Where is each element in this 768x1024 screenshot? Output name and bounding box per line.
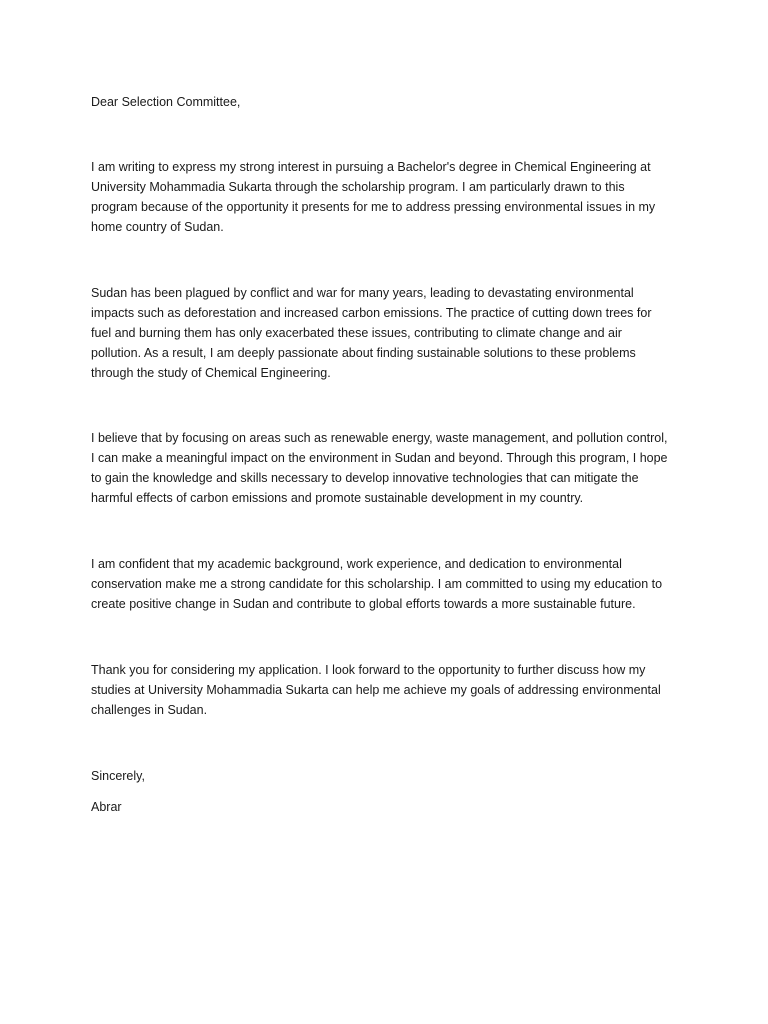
paragraph-thanks: Thank you for considering my application. I look forward to the opportunity to further discuss how my studies at University Mohammadia Sukarta can help me achieve my goals of addressing environmental challenges in Sudan. bbox=[91, 663, 661, 717]
paragraph-intro: I am writing to express my strong interest in pursuing a Bachelor's degree in Chemical Engineering at University Mohammadia Sukarta through the scholarship program. I am particularly drawn to this program because of the opportunity it presents for me to address pressing environmental issues in my home country of Sudan. bbox=[91, 160, 656, 234]
signature: Abrar bbox=[91, 800, 122, 814]
paragraph-qualifications: I am confident that my academic background, work experience, and dedication to environmental conservation make me a strong candidate for this scholarship. I am committed to using my education to create positive change in Sudan and contribute to global efforts towards a more sustainable future. bbox=[91, 557, 663, 611]
paragraph-background: Sudan has been plagued by conflict and war for many years, leading to devastating environmental impacts such as deforestation and increased carbon emissions. The practice of cutting down trees for fuel and burning them has only exacerbated these issues, contributing to climate change and air pollution. As a result, I am deeply passionate about finding sustainable solutions to these problems through the study of Chemical Engineering. bbox=[91, 286, 652, 380]
salutation: Dear Selection Committee, bbox=[91, 95, 241, 109]
paragraph-goals: I believe that by focusing on areas such as renewable energy, waste management, and pollution control, I can make a meaningful impact on the environment in Sudan and beyond. Through this program, I hope to gain the knowledge and skills necessary to develop innovative technologies that can mitigate the harmful effects of carbon emissions and promote sustainable development in my country. bbox=[91, 431, 668, 505]
closing: Sincerely, bbox=[91, 769, 145, 783]
